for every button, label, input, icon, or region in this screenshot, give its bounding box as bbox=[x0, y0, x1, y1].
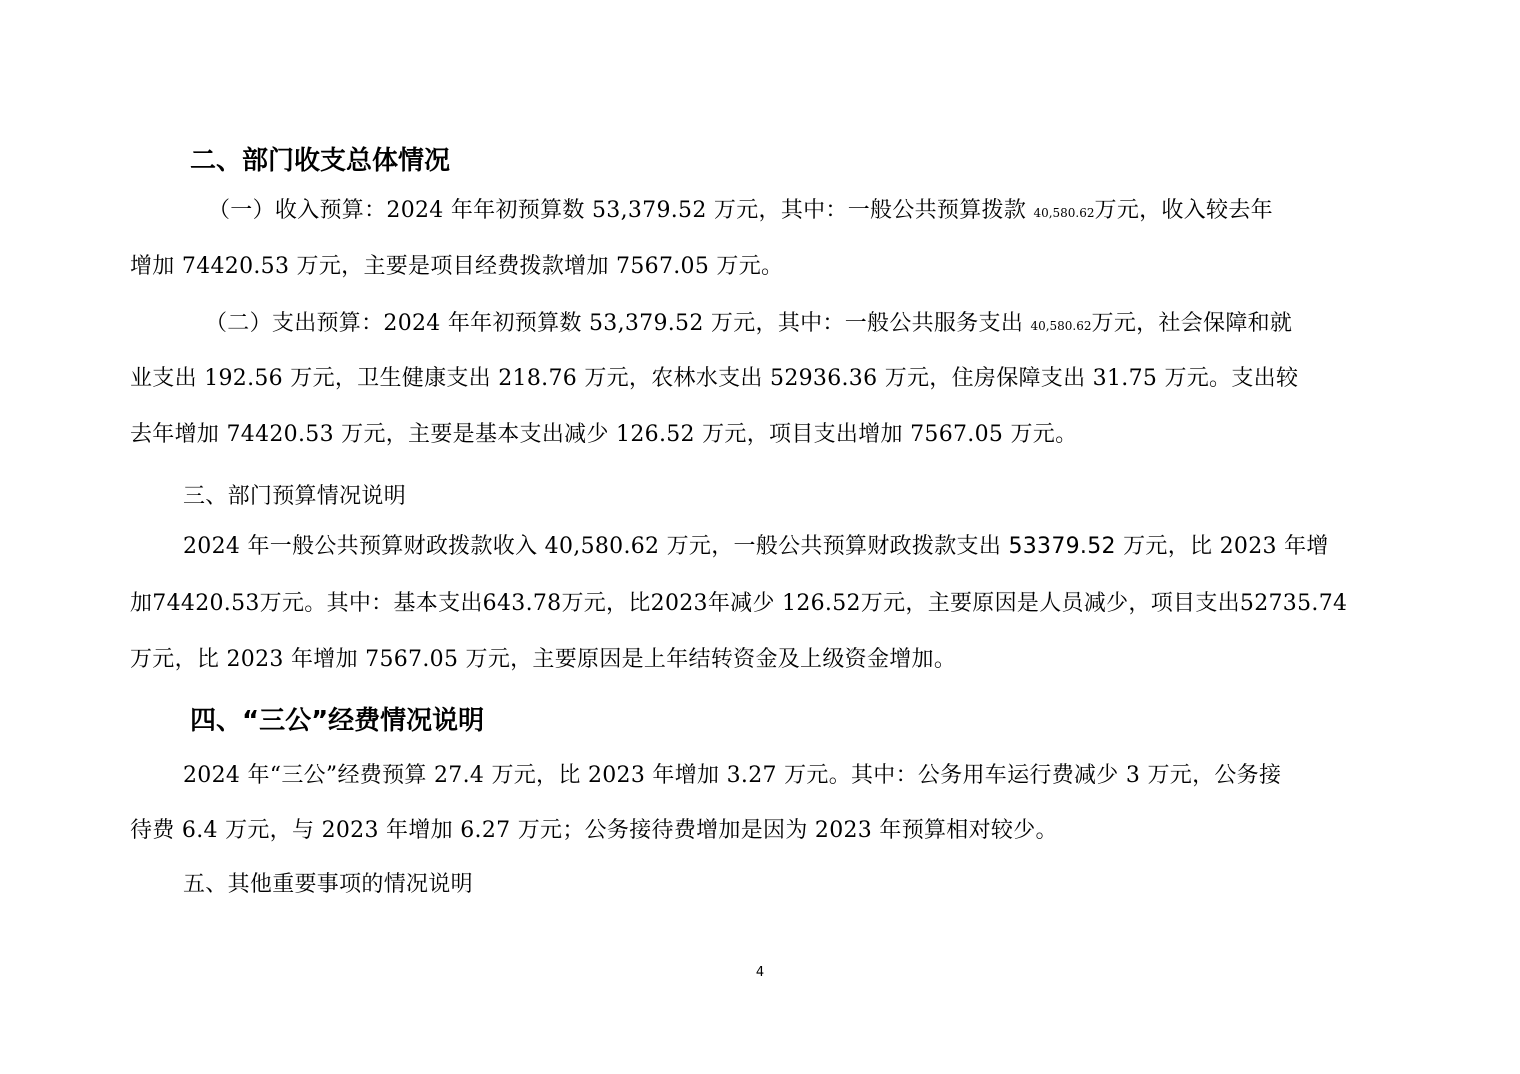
section-3-line-1 bbox=[183, 532, 1329, 562]
section-4-line-1: 2024 年“三公”经费预算 27.4 万元，比 2023 年增加 3.27 万元。其中：公务用车运行费减少 3 万元，公务接 bbox=[183, 763, 1282, 788]
section-2-heading: 二、部门收支总体情况 bbox=[190, 146, 451, 176]
income-paragraph-line-1 bbox=[208, 196, 1273, 228]
expense-text-a: （二）支出预算：2024 年年初预算数 53,379.52 万元，其中：一般公共服务支出 bbox=[205, 311, 1031, 336]
expense-public-service-amount: 40,580.62 bbox=[1030, 319, 1092, 333]
expense-paragraph-line-1 bbox=[205, 309, 1292, 341]
expense-paragraph-line-2: 业支出 192.56 万元，卫生健康支出 218.76 万元，农林水支出 52936.36 万元，住房保障支出 31.75 万元。支出较 bbox=[130, 366, 1299, 391]
section-3-line-3: 万元，比 2023 年增加 7567.05 万元，主要原因是上年结转资金及上级资金增加。 bbox=[130, 647, 957, 672]
section-5-heading: 五、其他重要事项的情况说明 bbox=[183, 872, 473, 897]
section-3-text-b: 万元，比 2023 年增 bbox=[1115, 534, 1329, 559]
section-3-line-2: 加74420.53万元。其中：基本支出643.78万元，比2023年减少 126.52万元，主要原因是人员减少，项目支出52735.74 bbox=[130, 591, 1348, 616]
section-3-expense-total: 53379.52 bbox=[1008, 534, 1116, 559]
page-number: 4 bbox=[755, 965, 765, 980]
income-text-a: （一）收入预算：2024 年年初预算数 53,379.52 万元，其中：一般公共预算拨款 bbox=[208, 198, 1034, 223]
section-4-line-2: 待费 6.4 万元，与 2023 年增加 6.27 万元；公务接待费增加是因为 2023 年预算相对较少。 bbox=[130, 818, 1058, 843]
section-3-text-a: 2024 年一般公共预算财政拨款收入 40,580.62 万元，一般公共预算财政拨款支出 bbox=[183, 534, 1009, 559]
income-paragraph-line-2: 增加 74420.53 万元，主要是项目经费拨款增加 7567.05 万元。 bbox=[130, 254, 784, 279]
income-text-b: 万元，收入较去年 bbox=[1094, 198, 1273, 223]
section-3-heading: 三、部门预算情况说明 bbox=[183, 484, 407, 509]
income-allocation-amount: 40,580.62 bbox=[1033, 206, 1095, 220]
expense-paragraph-line-3: 去年增加 74420.53 万元，主要是基本支出减少 126.52 万元，项目支出增加 7567.05 万元。 bbox=[130, 422, 1078, 447]
expense-text-b: 万元，社会保障和就 bbox=[1091, 311, 1293, 336]
section-4-heading: 四、“三公”经费情况说明 bbox=[190, 706, 485, 736]
